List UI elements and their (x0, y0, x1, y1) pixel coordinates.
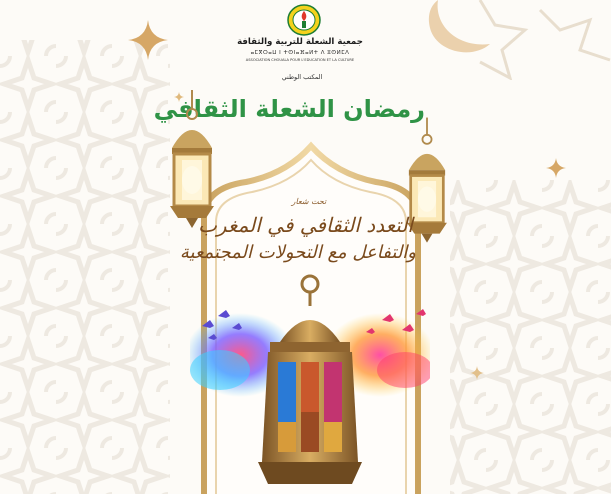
central-lantern-icon (248, 272, 372, 494)
sparkle-right-icon (546, 158, 566, 178)
org-name-french: ASSOCIATION CHOUALA POUR L'EDUCATION ET LA CULTURE (245, 58, 355, 62)
slogan-line-1: التعدد الثقافي في المغرب (198, 213, 413, 237)
slogan-line-2: والتفاعل مع التحولات المجتمعية (179, 242, 416, 263)
page-title: رمضان الشعلة الثقافي (153, 95, 425, 123)
right-lattice-pattern (430, 180, 611, 494)
left-lattice-pattern (0, 0, 200, 494)
sparkle-bottom-right-icon (470, 366, 484, 380)
org-name-tifinagh: ⴰⵎⴳⵔⴰⵡ ⵏ ⵜⵙⵏⴰⴼⴰⵍⵜ ⴷ ⵓⵙⵍⵎⴷ (250, 50, 350, 56)
slogan-intro: تحت شعار (291, 197, 327, 206)
national-bureau-label: المكتب الوطني (281, 73, 323, 81)
org-name-arabic: جمعية الشعلة للتربية والثقافة (237, 37, 363, 47)
hanging-lantern-left-icon (160, 90, 224, 230)
sparkle-top-left-icon (128, 20, 168, 60)
crescent-moon-icon (424, 0, 504, 56)
org-logo (287, 4, 321, 36)
